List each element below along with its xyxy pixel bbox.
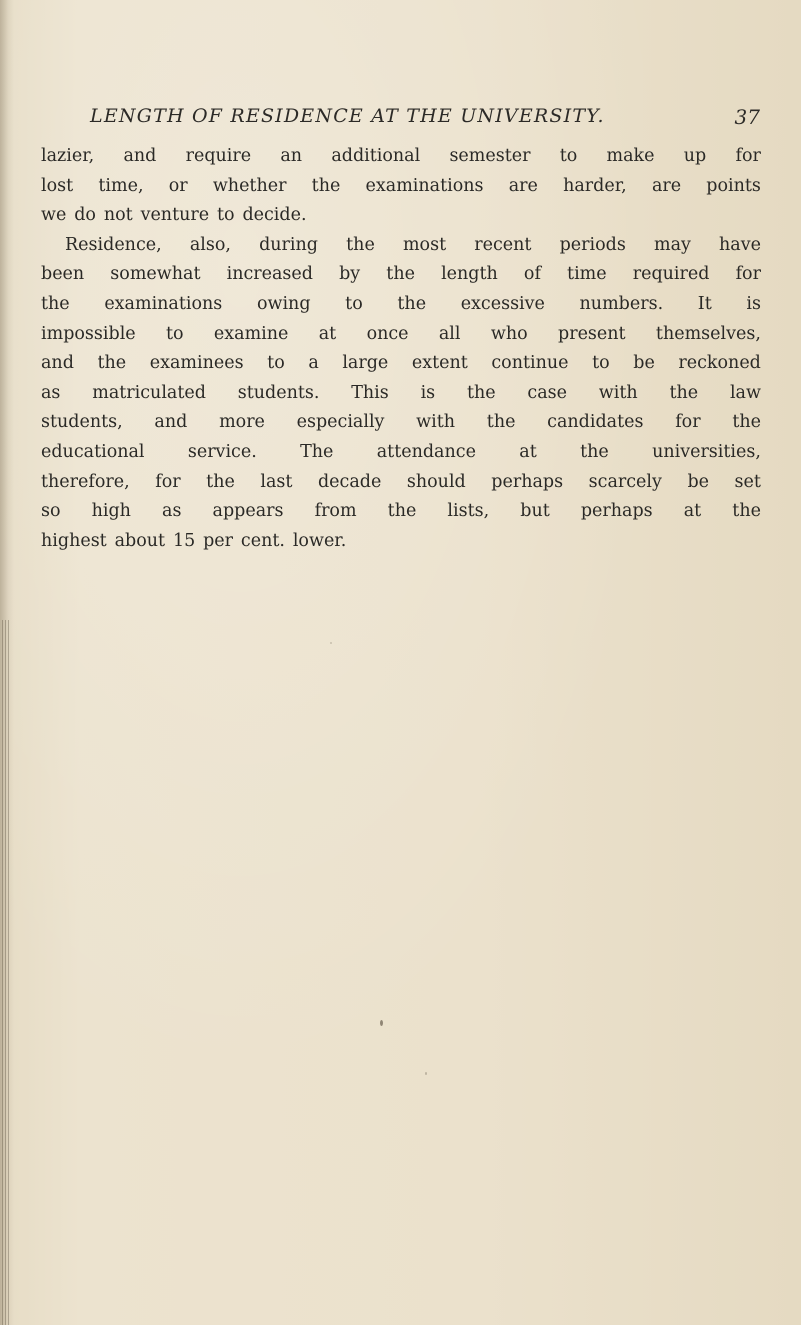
word: the — [486, 412, 516, 433]
text-line — [41, 201, 761, 231]
word: law — [729, 382, 761, 403]
text-line — [41, 320, 761, 350]
word: the — [466, 382, 496, 403]
word: periods — [559, 234, 626, 255]
word: recent — [474, 234, 532, 255]
word: the — [386, 264, 415, 285]
word: continue — [491, 353, 569, 374]
word: per — [203, 530, 234, 551]
word: matriculated — [92, 382, 206, 403]
word: educational — [41, 441, 145, 462]
binding-edge — [2, 620, 10, 1325]
word: with — [598, 382, 638, 403]
word: to — [267, 353, 285, 374]
word: most — [402, 234, 447, 255]
text-line — [41, 260, 761, 290]
word: as — [162, 501, 182, 522]
running-title: LENGTH OF RESIDENCE AT THE UNIVERSITY. — [90, 105, 605, 127]
word: length — [441, 264, 498, 285]
word: for — [735, 264, 761, 285]
word: owing — [256, 293, 311, 314]
word: require — [185, 146, 252, 166]
word: the — [346, 234, 375, 255]
word: This — [351, 382, 389, 403]
word: decade — [317, 471, 382, 492]
paper-speck — [425, 1072, 427, 1075]
word: the — [732, 501, 761, 522]
word: make — [606, 146, 655, 166]
word: set — [734, 471, 761, 492]
word: harder, — [563, 175, 627, 196]
word: at — [683, 501, 702, 522]
word: time, — [98, 175, 144, 196]
word: have — [719, 234, 761, 255]
word: be — [633, 353, 655, 374]
word: is — [746, 293, 761, 314]
word: examinations — [104, 293, 223, 314]
word: with — [416, 412, 456, 433]
word: candidates — [547, 412, 644, 433]
word: points — [706, 175, 761, 196]
word: the — [387, 501, 417, 522]
word: service. — [187, 441, 257, 462]
word: Residence, — [65, 234, 162, 255]
word: to — [166, 323, 184, 344]
word: cent. — [240, 530, 285, 551]
running-head — [40, 105, 760, 135]
word: case — [527, 382, 567, 403]
word: the — [311, 175, 341, 196]
word: perhaps — [580, 501, 653, 522]
word: themselves, — [655, 323, 761, 344]
word: or — [168, 175, 188, 196]
word: a — [308, 353, 319, 374]
word: for — [735, 146, 761, 166]
word: and — [154, 412, 188, 433]
word: up — [683, 146, 707, 166]
word: universities, — [652, 441, 761, 462]
word: who — [490, 323, 528, 344]
word: semester — [449, 146, 531, 166]
word: extent — [411, 353, 468, 374]
word: examine — [213, 323, 289, 344]
word: last — [260, 471, 293, 492]
word: whether — [212, 175, 287, 196]
paper-speck — [380, 1020, 383, 1026]
word: students, — [41, 412, 123, 433]
word: as — [41, 382, 61, 403]
word: we — [41, 205, 67, 226]
word: time — [567, 264, 607, 285]
text-line — [41, 379, 761, 409]
word: the — [732, 412, 761, 433]
word: the — [580, 441, 609, 462]
word: The — [300, 441, 334, 462]
word: 15 — [172, 530, 196, 551]
word: for — [155, 471, 181, 492]
word: additional — [331, 146, 421, 166]
word: at — [519, 441, 537, 462]
word: increased — [226, 264, 313, 285]
word: decide. — [242, 205, 307, 226]
word: are — [508, 175, 538, 196]
word: excessive — [460, 293, 545, 314]
text-line — [41, 349, 761, 379]
word: also, — [189, 234, 231, 255]
word: at — [318, 323, 337, 344]
text-line — [41, 172, 761, 202]
text-line — [41, 231, 761, 261]
word: especially — [296, 412, 385, 433]
word: and — [41, 353, 74, 374]
word: about — [114, 530, 166, 551]
word: somewhat — [110, 264, 201, 285]
word: once — [366, 323, 409, 344]
word: high — [91, 501, 131, 522]
text-line — [41, 438, 761, 468]
word: present — [558, 323, 626, 344]
word: of — [523, 264, 541, 285]
word: required — [632, 264, 710, 285]
word: are — [651, 175, 682, 196]
word: lost — [41, 175, 74, 196]
word: the — [397, 293, 427, 314]
word: the — [97, 353, 127, 374]
word: highest — [41, 530, 107, 551]
word: the — [41, 293, 70, 314]
word: therefore, — [41, 471, 130, 492]
word: to — [559, 146, 578, 166]
word: to — [216, 205, 235, 226]
page-number: 37 — [734, 105, 760, 129]
text-line — [41, 408, 761, 438]
word: and — [123, 146, 157, 166]
word: students. — [237, 382, 320, 403]
word: It — [697, 293, 712, 314]
body-text — [41, 142, 761, 556]
text-line — [41, 142, 761, 172]
word: venture — [140, 205, 210, 226]
word: scarcely — [588, 471, 662, 492]
text-line — [41, 290, 761, 320]
word: for — [675, 412, 701, 433]
word: may — [653, 234, 691, 255]
word: be — [687, 471, 709, 492]
word: numbers. — [579, 293, 664, 314]
word: the — [206, 471, 235, 492]
word: during — [259, 234, 318, 255]
word: is — [420, 382, 436, 403]
word: should — [406, 471, 466, 492]
word: more — [219, 412, 265, 433]
word: been — [41, 264, 85, 285]
word: attendance — [376, 441, 476, 462]
word: all — [438, 323, 461, 344]
paper-speck — [330, 642, 332, 644]
word: an — [280, 146, 303, 166]
word: large — [342, 353, 389, 374]
word: do — [74, 205, 96, 226]
word: impossible — [41, 323, 136, 344]
word: lower. — [292, 530, 347, 551]
word: not — [103, 205, 133, 226]
word: to — [592, 353, 610, 374]
word: to — [345, 293, 363, 314]
word: lazier, — [41, 146, 95, 166]
text-line — [41, 527, 761, 557]
word: but — [520, 501, 550, 522]
text-line — [41, 468, 761, 498]
word: appears — [212, 501, 284, 522]
word: the — [669, 382, 699, 403]
word: by — [339, 264, 361, 285]
word: so — [41, 501, 61, 522]
word: examinees — [149, 353, 244, 374]
word: reckoned — [678, 353, 761, 374]
word: from — [314, 501, 357, 522]
word: lists, — [447, 501, 490, 522]
word: perhaps — [491, 471, 564, 492]
text-line — [41, 497, 761, 527]
word: examinations — [365, 175, 484, 196]
